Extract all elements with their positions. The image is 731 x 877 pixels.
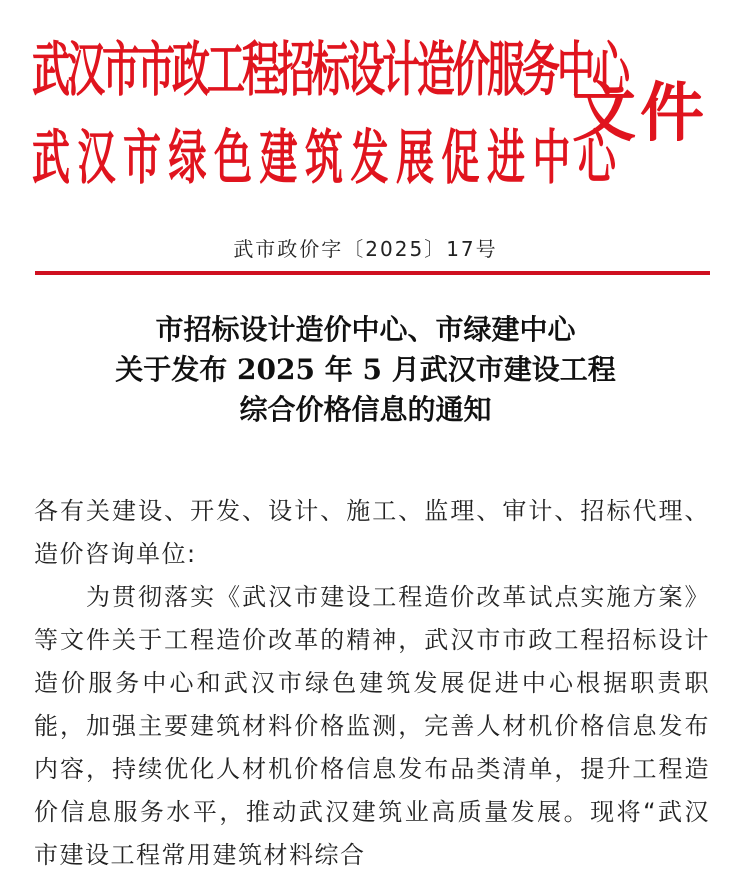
red-divider [35, 271, 710, 275]
title-line-3: 综合价格信息的通知 [239, 393, 492, 426]
title-line-1: 市招标设计造价中心、市绿建中心 [155, 313, 576, 346]
issuer-name-2: 武汉市绿色建筑发展促进中心 [32, 123, 624, 193]
issuer-name-1: 武汉市市政工程招标设计造价服务中心 [32, 35, 628, 105]
title-line-2: 关于发布 2025 年 5 月武汉市建设工程 [115, 353, 616, 386]
body-paragraph: 为贯彻落实《武汉市建设工程造价改革试点实施方案》等文件关于工程造价改革的精神，武汉市市政工程招标设计造价服务中心和武汉市绿色建筑发展促进中心根据职责职能，加强主要建筑材料价格监测，完善人材机价格信息发布内容，持续优化人材机价格信息发布品类清单，提升工程造价信息服务水平，推动武汉建筑业高质量发展。现将“武汉市建设工程常用建筑材料综合 [34, 583, 710, 869]
salutation: 各有关建设、开发、设计、施工、监理、审计、招标代理、造价咨询单位: [34, 497, 710, 568]
document-body [34, 490, 710, 877]
document-title [0, 310, 731, 430]
document-type-label: 文件 [572, 76, 708, 151]
document-number: 武市政价字〔2025〕17号 [233, 237, 498, 261]
